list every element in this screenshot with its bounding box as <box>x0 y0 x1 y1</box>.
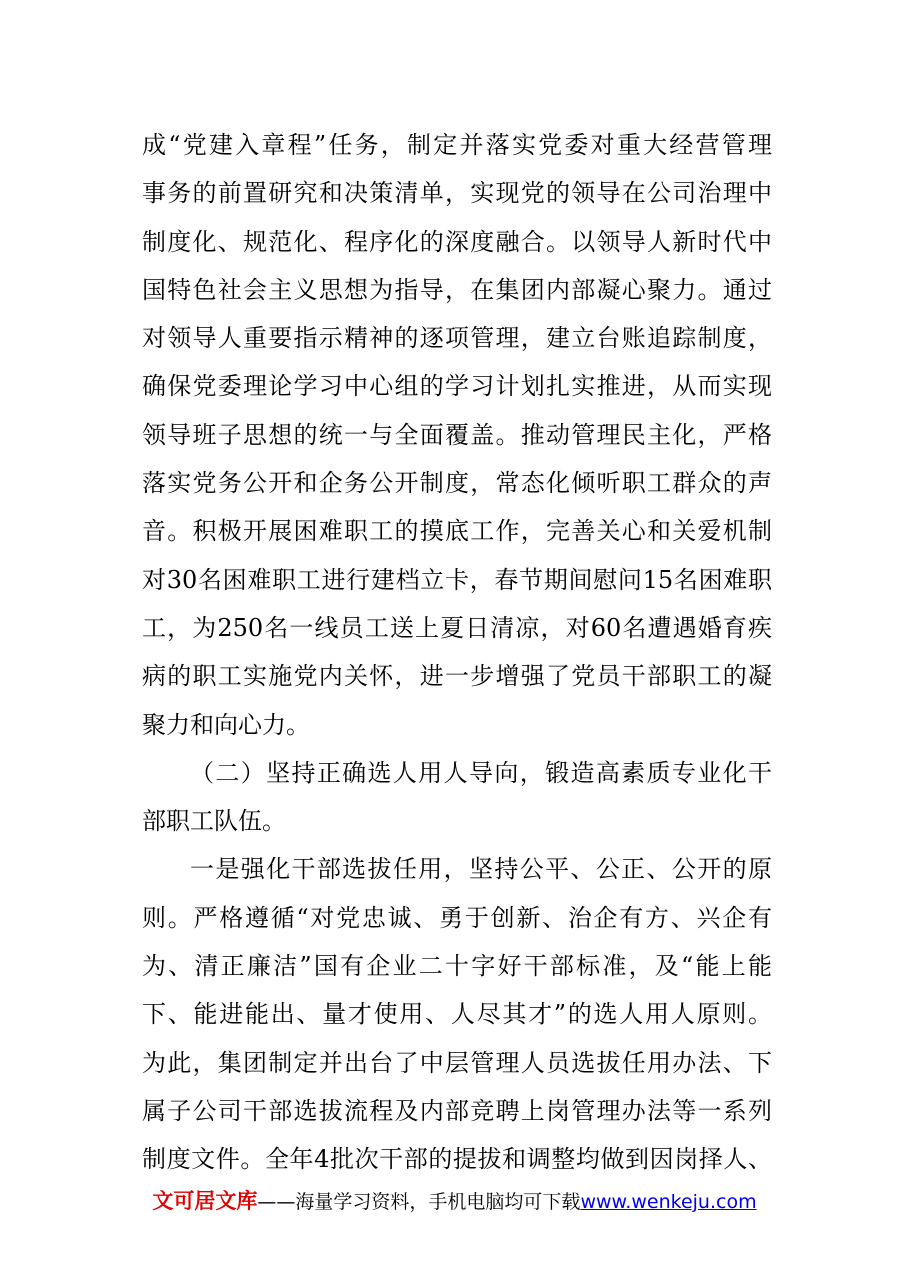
text-line-6: 确保党委理论学习中心组的学习计划扎实推进，从而实现 <box>142 372 772 401</box>
section-heading-line-1: （二）坚持正确选人用人导向，锻造高素质专业化干 <box>190 758 772 787</box>
text-line-2: 事务的前置研究和决策清单，实现党的领导在公司治理中 <box>142 179 772 208</box>
footer-website-link[interactable]: www.wenkeju.com <box>580 1191 757 1213</box>
footer-tagline: ——海量学习资料，手机电脑均可下载 <box>257 1191 581 1213</box>
text-line-3: 制度化、规范化、程序化的深度融合。以领导人新时代中 <box>142 227 772 256</box>
text-line-7: 领导班子思想的统一与全面覆盖。推动管理民主化，严格 <box>142 420 772 449</box>
text-line-4: 国特色社会主义思想为指导，在集团内部凝心聚力。通过 <box>142 275 772 304</box>
text-line-22: 制度文件。全年4批次干部的提拔和调整均做到因岗择人、 <box>142 1145 772 1174</box>
text-line-20: 为此，集团制定并出台了中层管理人员选拔任用办法、下 <box>142 1048 772 1077</box>
section-heading-line-2: 部职工队伍。 <box>142 807 286 836</box>
text-line-8: 落实党务公开和企务公开制度，常态化倾听职工群众的声 <box>142 469 772 498</box>
text-line-17: 则。严格遵循“对党忠诚、勇于创新、治企有方、兴企有 <box>142 903 772 932</box>
text-line-13: 聚力和向心力。 <box>142 710 310 739</box>
text-line-16: 一是强化干部选拔任用，坚持公平、公正、公开的原 <box>190 855 772 884</box>
text-line-5: 对领导人重要指示精神的逐项管理，建立台账追踪制度， <box>142 324 772 353</box>
footer-brand: 文可居文库 <box>152 1189 258 1213</box>
text-line-18: 为、清正廉洁”国有企业二十字好干部标准，及“能上能 <box>142 952 772 981</box>
text-line-11: 工，为250名一线员工送上夏日清凉，对60名遭遇婚育疾 <box>142 613 772 642</box>
text-line-9: 音。积极开展困难职工的摸底工作，完善关心和关爱机制 <box>142 517 772 546</box>
document-body <box>142 126 772 1189</box>
text-line-1: 成“党建入章程”任务，制定并落实党委对重大经营管理 <box>142 131 772 159</box>
text-line-19: 下、能进能出、量才使用、人尽其才”的选人用人原则。 <box>142 1000 772 1029</box>
watermark-footer <box>0 1185 909 1215</box>
text-line-21: 属子公司干部选拔流程及内部竞聘上岗管理办法等一系列 <box>142 1096 772 1125</box>
text-line-10: 对30名困难职工进行建档立卡，春节期间慰问15名困难职 <box>142 565 772 594</box>
text-line-12: 病的职工实施党内关怀，进一步增强了党员干部职工的凝 <box>142 662 772 691</box>
